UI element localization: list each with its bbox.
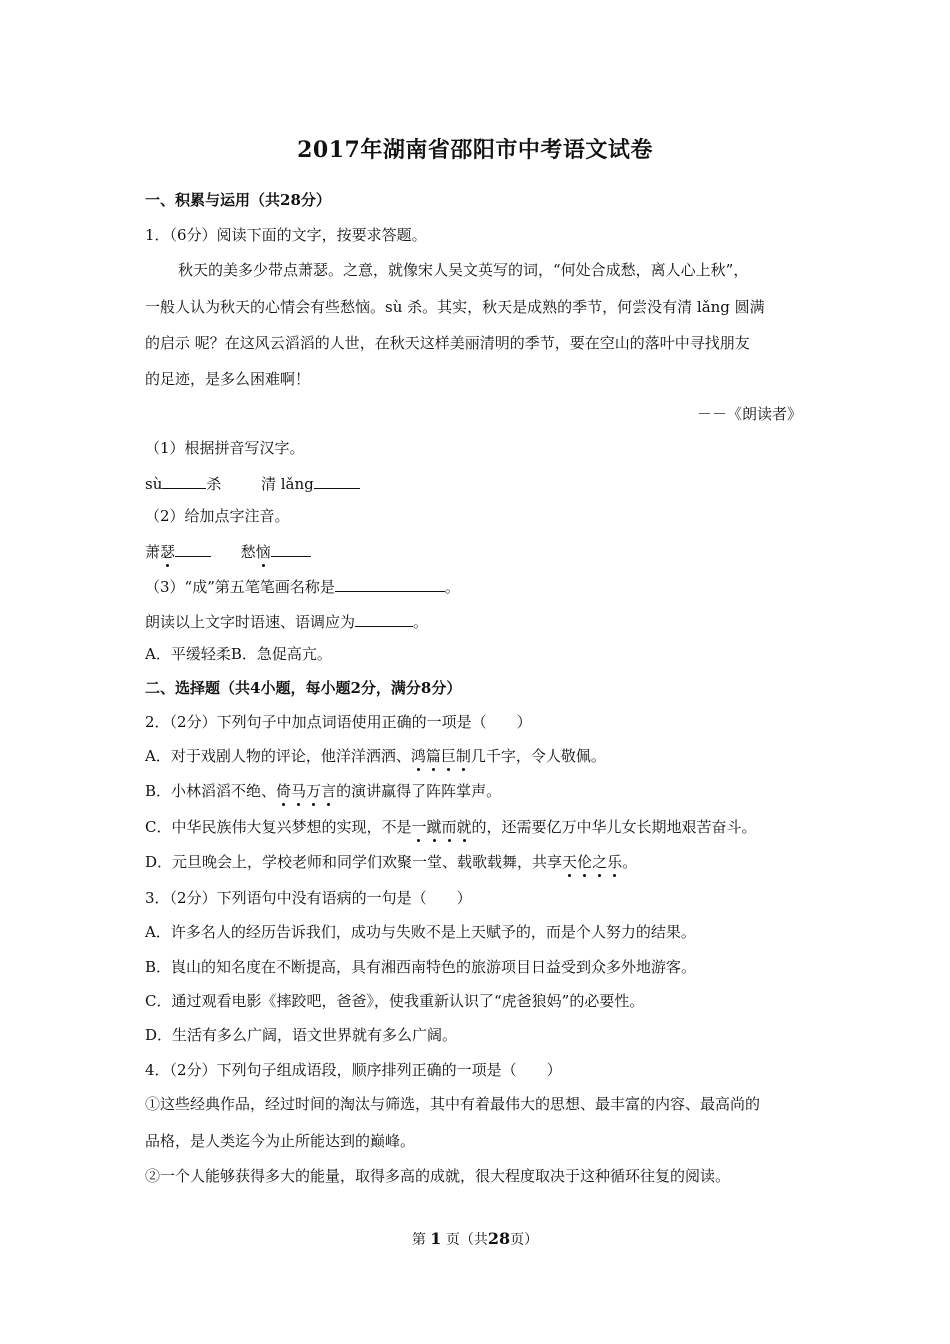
- dotted-char: 巨: [440, 747, 456, 765]
- sub-question-1-blanks: [145, 472, 360, 494]
- sub-question-3: （3）“成”第五笔笔画名称是 。: [145, 575, 460, 597]
- answer-blank[interactable]: [355, 610, 413, 627]
- dotted-char: 马: [291, 782, 307, 800]
- question-4-stem: 4．（2分）下列句子组成语段，顺序排列正确的一项是（ ）: [145, 1061, 562, 1079]
- sub-question-4: 朗读以上文字时语速、语调应为 。: [145, 610, 428, 632]
- answer-blank[interactable]: [271, 540, 311, 557]
- question-4-sentence-2: ②一个人能够获得多大的能量，取得多高的成就，很大程度取决于这种循环往复的阅读。: [145, 1167, 731, 1185]
- question-2-option-b: B．小林滔滔不绝、倚马万言的演讲赢得了阵阵掌声。: [145, 782, 502, 800]
- answer-blank[interactable]: [162, 472, 206, 489]
- passage-source: －－《朗读者》: [696, 405, 802, 423]
- question-2-option-a: A．对于戏剧人物的评论，他洋洋洒洒、鸿篇巨制几千字，令人敬佩。: [145, 747, 606, 765]
- word-char: 萧: [145, 543, 161, 561]
- question-3-option-b: B．崀山的知名度在不断提高，具有湘西南特色的旅游项目日益受到众多外地游客。: [145, 958, 697, 976]
- dotted-char: 倚: [276, 782, 292, 800]
- question-1-stem: 1．（6分）阅读下面的文字，按要求答题。: [145, 226, 427, 244]
- passage-line-4: 的足迹，是多么困难啊！: [145, 370, 311, 388]
- dotted-char: 而: [441, 818, 457, 836]
- page-footer: 第 1 页（共28页）: [411, 1229, 539, 1248]
- answer-blank[interactable]: [335, 575, 445, 592]
- question-3-option-c: C．通过观看电影《摔跤吧，爸爸》，使我重新认识了“虎爸狼妈”的必要性。: [145, 992, 645, 1010]
- char-sha: 杀: [206, 475, 222, 493]
- word-char: 愁: [240, 543, 256, 561]
- dotted-char: 就: [456, 818, 472, 836]
- answer-blank[interactable]: [314, 472, 360, 489]
- answer-blank[interactable]: [175, 540, 211, 557]
- dotted-char: 篇: [425, 747, 441, 765]
- page-number: 1: [430, 1229, 442, 1248]
- dotted-char: 恼: [255, 543, 271, 561]
- question-4-sentence-1-line-1: ①这些经典作品，经过时间的淘汰与筛选，其中有着最伟大的思想、最丰富的内容、最高尚的: [145, 1095, 761, 1113]
- sub-question-2-blanks: [145, 540, 311, 562]
- question-3-option-a: A．许多名人的经历告诉我们，成功与失败不是上天赋予的，而是个人努力的结果。: [145, 923, 696, 941]
- question-2-option-c: C．中华民族伟大复兴梦想的实现，不是一蹴而就的，还需要亿万中华儿女长期地艰苦奋斗。: [145, 818, 757, 836]
- question-4-sentence-1-line-2: 品格，是人类迄今为止所能达到的巅峰。: [145, 1132, 416, 1150]
- dotted-char: 乐: [607, 853, 623, 871]
- dotted-char: 一: [411, 818, 427, 836]
- question-2-stem: 2．（2分）下列句子中加点词语使用正确的一项是（ ）: [145, 713, 532, 731]
- dotted-char: 天: [562, 853, 578, 871]
- question-3-stem: 3．（2分）下列语句中没有语病的一句是（ ）: [145, 889, 472, 907]
- section-heading-1: 一、积累与运用（共28分）: [145, 191, 331, 209]
- passage-line-2: 一般人认为秋天的心情会有些愁恼。sù 杀。其实，秋天是成熟的季节，何尝没有清 lǎng 圆满: [145, 298, 765, 316]
- passage-line-1: 秋天的美多少带点萧瑟。之意，就像宋人吴文英写的词，“何处合成愁，离人心上秋”，: [178, 261, 749, 279]
- dotted-char: 伦: [577, 853, 593, 871]
- question-3-option-d: D．生活有多么广阔，语文世界就有多么广阔。: [145, 1026, 458, 1044]
- question-2-option-d: D．元旦晚会上，学校老师和同学们欢聚一堂、载歌载舞，共享天伦之乐。: [145, 853, 638, 871]
- passage-line-3: 的启示 呢？在这风云滔滔的人世，在秋天这样美丽清明的季节，要在空山的落叶中寻找朋友: [145, 334, 750, 352]
- pinyin-su: sù: [145, 475, 163, 493]
- dotted-char: 万: [306, 782, 322, 800]
- dotted-char: 蹴: [426, 818, 442, 836]
- sub-question-1: （1）根据拼音写汉字。: [145, 439, 305, 457]
- sub-question-2: （2）给加点字注音。: [145, 507, 290, 525]
- sub-question-4-options: A．平缓轻柔B．急促高亢。: [145, 645, 332, 663]
- section-heading-2: 二、选择题（共4小题，每小题2分，满分8分）: [145, 679, 462, 697]
- dotted-char: 之: [592, 853, 608, 871]
- dotted-char: 言: [321, 782, 337, 800]
- dotted-char: 鸿: [410, 747, 426, 765]
- page-title: 2017年湖南省邵阳市中考语文试卷: [297, 137, 653, 163]
- dotted-char: 制: [455, 747, 471, 765]
- page-total: 28: [487, 1229, 511, 1248]
- dotted-char: 瑟: [160, 543, 176, 561]
- pinyin-lang: 清 lǎng: [260, 475, 314, 493]
